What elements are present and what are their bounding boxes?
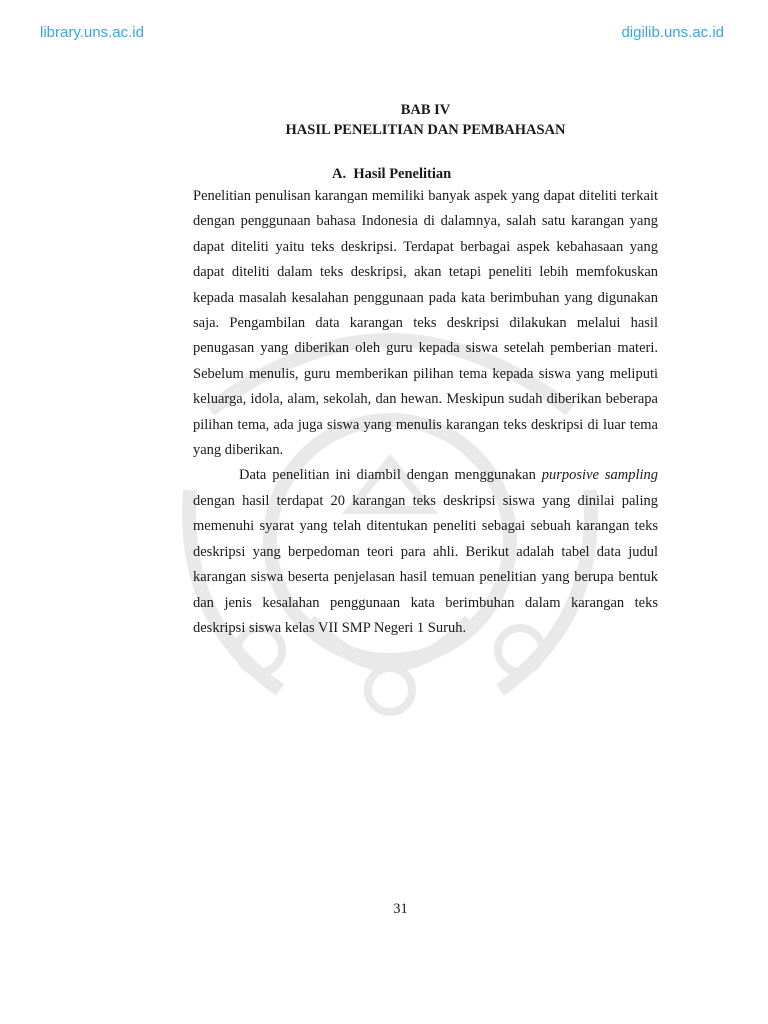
paragraph-1: Penelitian penulisan karangan memiliki banyak aspek yang dapat diteliti terkait dengan penggunaan bahasa Indonesia di dalamnya, salah satu karangan yang dapat diteliti yaitu teks deskripsi. Terdapat berbagai aspek kebahasaan yang dapat diteliti dalam teks deskripsi, akan tetapi peneliti lebih memfokuskan kepada masalah kesalahan penggunaan pada kata berimbuhan yang digunakan saja. Pengambilan data karangan teks deskripsi dilakukan melalui hasil penugasan yang diberikan oleh guru kepada siswa setelah pemberian materi. Sebelum menulis, guru memberikan pilihan tema kepada siswa yang meliputi keluarga, idola, alam, sekolah, dan hewan. Meskipun sudah diberikan beberapa pilihan tema, ada juga siswa yang menulis karangan teks deskripsi di luar tema yang diberikan. — [193, 188, 658, 459]
section-heading: A. Hasil Penelitian — [332, 166, 452, 182]
paragraph-2-text: Data penelitian ini diambil dengan menggunakan — [239, 467, 542, 484]
digilib-link[interactable]: digilib.uns.ac.id — [621, 24, 724, 41]
paragraph-2 — [193, 463, 658, 641]
document-body — [193, 100, 658, 641]
library-link[interactable]: library.uns.ac.id — [40, 24, 144, 41]
chapter-number: BAB IV — [400, 102, 451, 118]
page-number: 31 — [393, 901, 408, 917]
paragraph-2-text-continued: dengan hasil terdapat 20 karangan teks deskripsi siswa yang dinilai paling memenuhi syarat yang telah ditentukan peneliti sebagai sebuah karangan teks deskripsi yang berpedoman teori para ahli. Berikut adalah tabel data judul karangan siswa beserta penjelasan hasil temuan penelitian yang berupa bentuk dan jenis kesalahan penggunaan kata berimbuhan dalam karangan teks deskripsi siswa kelas VII SMP Negeri 1 Suruh. — [193, 492, 658, 636]
chapter-title: HASIL PENELITIAN DAN PEMBAHASAN — [285, 122, 566, 138]
paragraph-2-italic-term: purposive sampling — [541, 467, 659, 484]
